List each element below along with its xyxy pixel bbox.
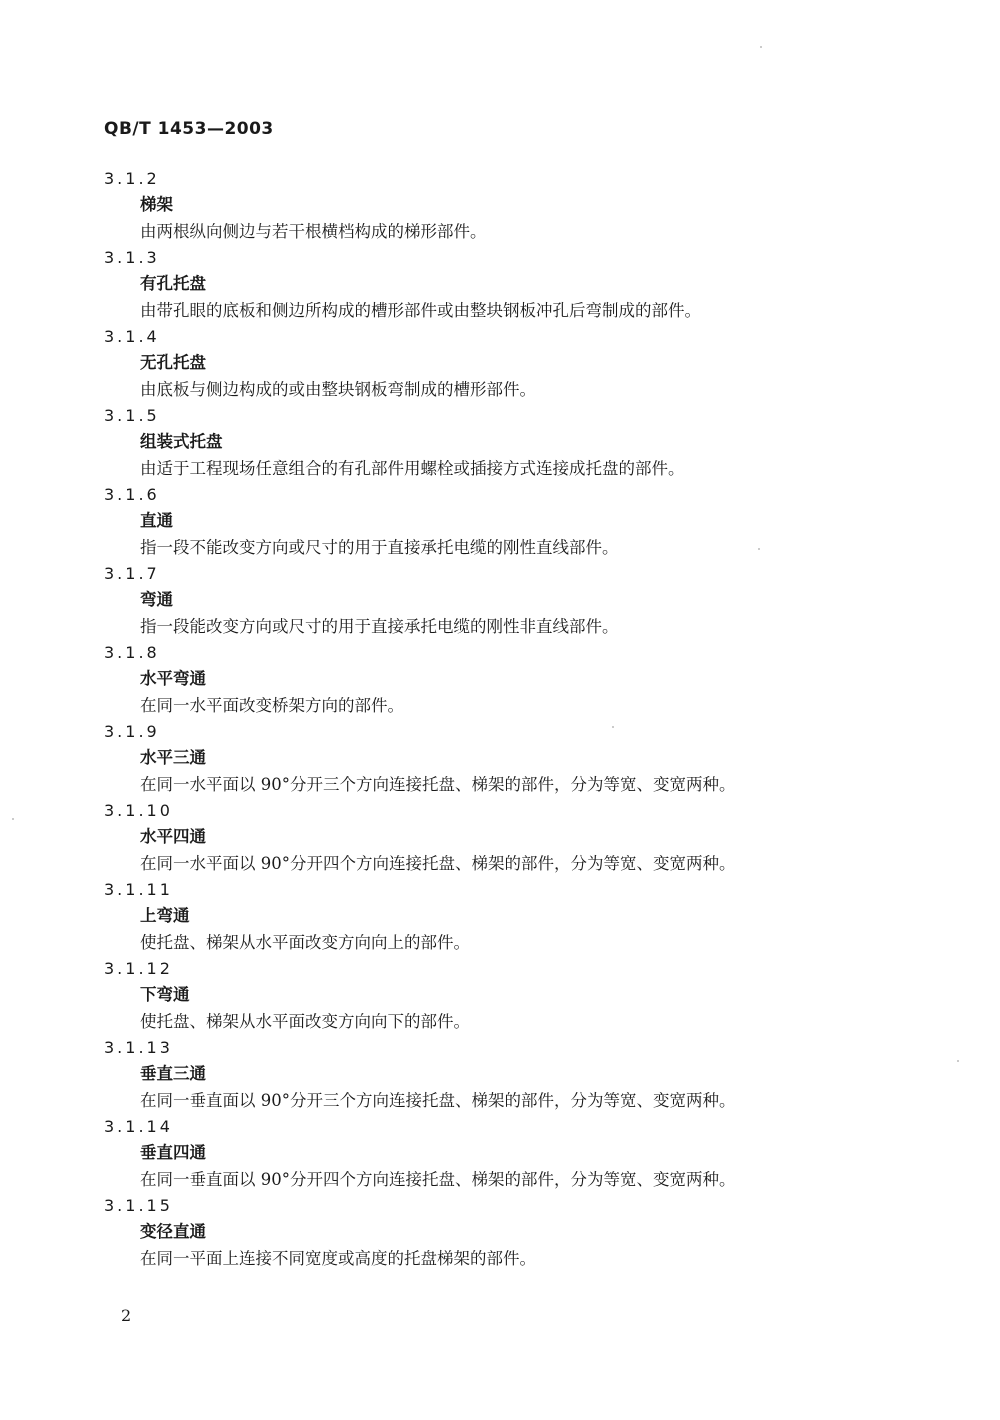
- term-title: 变径直通: [140, 1222, 206, 1241]
- definitions-list: [104, 166, 884, 1272]
- definition-entry: [104, 956, 884, 1035]
- term-title: 水平三通: [140, 748, 206, 767]
- term-title: 水平弯通: [140, 669, 206, 688]
- clause-number: 3.1.4: [104, 327, 160, 346]
- scan-speck: [12, 818, 14, 820]
- page-number: 2: [121, 1306, 132, 1325]
- clause-number: 3.1.10: [104, 801, 173, 820]
- clause-number: 3.1.12: [104, 959, 173, 978]
- term-title: 上弯通: [140, 906, 190, 925]
- clause-number: 3.1.6: [104, 485, 160, 504]
- definition-entry: [104, 1035, 884, 1114]
- clause-number: 3.1.9: [104, 722, 160, 741]
- term-definition: 由带孔眼的底板和侧边所构成的槽形部件或由整块钢板冲孔后弯制成的部件。: [140, 301, 701, 320]
- clause-number: 3.1.8: [104, 643, 160, 662]
- clause-number: 3.1.3: [104, 248, 160, 267]
- definition-entry: [104, 324, 884, 403]
- clause-number: 3.1.11: [104, 880, 173, 899]
- term-title: 下弯通: [140, 985, 190, 1004]
- term-title: 无孔托盘: [140, 353, 206, 372]
- term-title: 直通: [140, 511, 173, 530]
- definition-entry: [104, 166, 884, 245]
- definition-entry: [104, 1114, 884, 1193]
- definition-entry: [104, 719, 884, 798]
- term-definition: 指一段能改变方向或尺寸的用于直接承托电缆的刚性非直线部件。: [140, 617, 619, 636]
- clause-number: 3.1.15: [104, 1196, 173, 1215]
- definition-entry: [104, 1193, 884, 1272]
- term-definition: 由适于工程现场任意组合的有孔部件用螺栓或插接方式连接成托盘的部件。: [140, 459, 685, 478]
- scan-speck: [957, 1060, 959, 1062]
- term-definition: 在同一水平面以 90°分开三个方向连接托盘、梯架的部件，分为等宽、变宽两种。: [140, 775, 736, 794]
- term-definition: 在同一水平面改变桥架方向的部件。: [140, 696, 404, 715]
- scan-speck: [760, 46, 762, 48]
- term-title: 水平四通: [140, 827, 206, 846]
- definition-entry: [104, 403, 884, 482]
- term-title: 梯架: [140, 195, 173, 214]
- term-definition: 在同一垂直面以 90°分开三个方向连接托盘、梯架的部件，分为等宽、变宽两种。: [140, 1091, 736, 1110]
- definition-entry: [104, 877, 884, 956]
- clause-number: 3.1.7: [104, 564, 160, 583]
- clause-number: 3.1.5: [104, 406, 160, 425]
- term-definition: 指一段不能改变方向或尺寸的用于直接承托电缆的刚性直线部件。: [140, 538, 619, 557]
- definition-entry: [104, 561, 884, 640]
- term-definition: 使托盘、梯架从水平面改变方向向上的部件。: [140, 933, 470, 952]
- definition-entry: [104, 640, 884, 719]
- term-title: 弯通: [140, 590, 173, 609]
- term-definition: 在同一垂直面以 90°分开四个方向连接托盘、梯架的部件，分为等宽、变宽两种。: [140, 1170, 736, 1189]
- term-title: 垂直四通: [140, 1143, 206, 1162]
- scan-speck: [612, 726, 614, 728]
- term-title: 有孔托盘: [140, 274, 206, 293]
- term-definition: 在同一水平面以 90°分开四个方向连接托盘、梯架的部件，分为等宽、变宽两种。: [140, 854, 736, 873]
- clause-number: 3.1.13: [104, 1038, 173, 1057]
- definition-entry: [104, 798, 884, 877]
- standard-code: QB/T 1453—2003: [104, 119, 274, 139]
- clause-number: 3.1.14: [104, 1117, 173, 1136]
- term-title: 垂直三通: [140, 1064, 206, 1083]
- term-definition: 由底板与侧边构成的或由整块钢板弯制成的槽形部件。: [140, 380, 536, 399]
- clause-number: 3.1.2: [104, 169, 160, 188]
- term-definition: 在同一平面上连接不同宽度或高度的托盘梯架的部件。: [140, 1249, 536, 1268]
- scan-speck: [758, 548, 760, 550]
- term-title: 组装式托盘: [140, 432, 223, 451]
- definition-entry: [104, 482, 884, 561]
- definition-entry: [104, 245, 884, 324]
- term-definition: 由两根纵向侧边与若干根横档构成的梯形部件。: [140, 222, 487, 241]
- term-definition: 使托盘、梯架从水平面改变方向向下的部件。: [140, 1012, 470, 1031]
